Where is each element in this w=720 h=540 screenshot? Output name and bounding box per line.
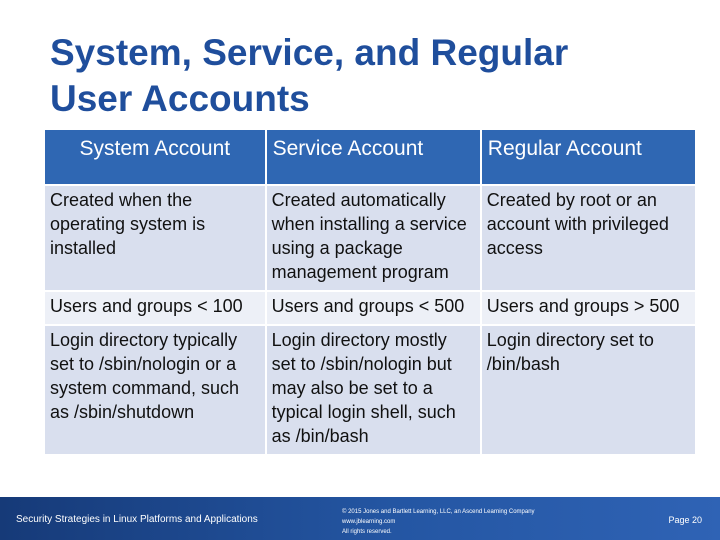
table-row <box>45 292 695 324</box>
table-cell: Users and groups > 500 <box>482 292 695 324</box>
footer-bar <box>0 497 720 540</box>
table-header-row <box>45 130 695 184</box>
account-comparison-table <box>43 128 697 456</box>
copyright-rights: All rights reserved. <box>342 529 392 535</box>
table-cell: Created by root or an account with privileged access <box>482 186 695 290</box>
page-number: Page 20 <box>668 515 702 525</box>
table-cell: Login directory typically set to /sbin/nologin or a system command, such as /sbin/shutdown <box>45 326 265 454</box>
table-cell: Created automatically when installing a service using a package management program <box>267 186 480 290</box>
header-system-account: System Account <box>45 130 265 184</box>
footer-course-title: Security Strategies in Linux Platforms and Applications <box>16 514 258 525</box>
table-row <box>45 186 695 290</box>
table-row <box>45 326 695 454</box>
slide-title: System, Service, and Regular User Accounts <box>50 32 569 119</box>
copyright-line: © 2015 Jones and Bartlett Learning, LLC, an Ascend Learning Company <box>342 509 535 515</box>
table-cell: Users and groups < 500 <box>267 292 480 324</box>
header-regular-account: Regular Account <box>482 130 695 184</box>
copyright-url: www.jblearning.com <box>342 519 396 525</box>
header-service-account: Service Account <box>267 130 480 184</box>
table-cell: Login directory set to /bin/bash <box>482 326 695 454</box>
table-cell: Login directory mostly set to /sbin/nologin but may also be set to a typical login shell, such as /bin/bash <box>267 326 480 454</box>
table-cell: Created when the operating system is installed <box>45 186 265 290</box>
footer-copyright <box>342 507 535 537</box>
table-cell: Users and groups < 100 <box>45 292 265 324</box>
